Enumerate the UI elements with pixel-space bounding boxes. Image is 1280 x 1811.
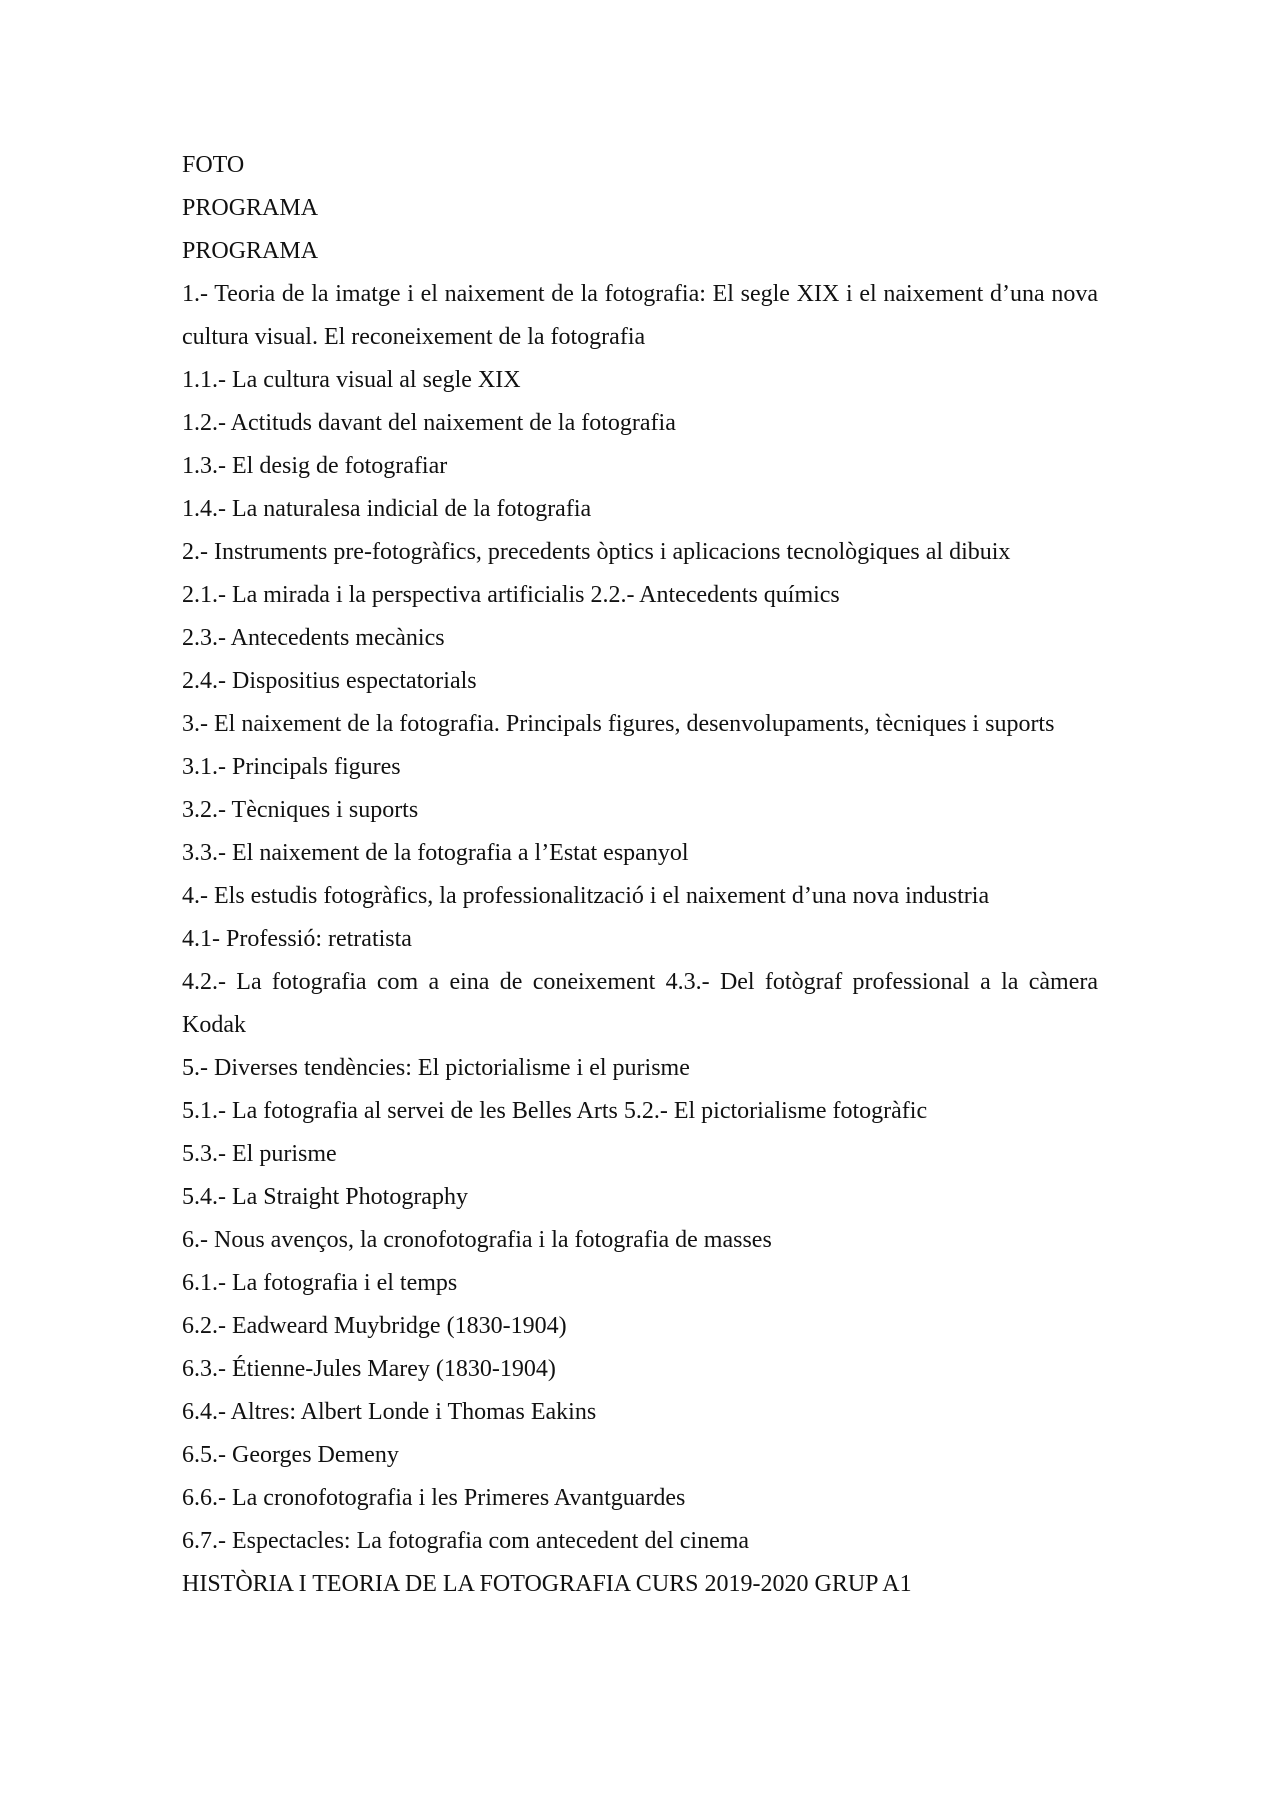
text-paragraph: 4.2.- La fotografia com a eina de coneixement 4.3.- Del fotògraf professional a la càmera Kodak [182, 969, 1098, 1038]
text-line: 6.1.- La fotografia i el temps [182, 1270, 458, 1296]
text-line: 2.3.- Antecedents mecànics [182, 625, 445, 651]
text-line: 1.1.- La cultura visual al segle XIX [182, 367, 521, 393]
text-line: 5.3.- El purisme [182, 1141, 337, 1167]
text-line: PROGRAMA [182, 195, 319, 221]
text-line: 2.4.- Dispositius espectatorials [182, 668, 477, 694]
text-line: 3.1.- Principals figures [182, 754, 401, 780]
text-line: 4.1- Professió: retratista [182, 926, 412, 952]
text-line: 6.7.- Espectacles: La fotografia com antecedent del cinema [182, 1528, 750, 1554]
text-line: 3.2.- Tècniques i suports [182, 797, 419, 823]
text-line: 6.- Nous avenços, la cronofotografia i la fotografia de masses [182, 1227, 772, 1253]
text-paragraph: 1.- Teoria de la imatge i el naixement de la fotografia: El segle XIX i el naixement d’una nova cultura visual. El reconeixement de la fotografia [182, 281, 1098, 350]
text-line: 2.1.- La mirada i la perspectiva artificialis 2.2.- Antecedents químics [182, 582, 840, 608]
text-line: 1.2.- Actituds davant del naixement de la fotografia [182, 410, 676, 436]
text-line: 6.3.- Étienne-Jules Marey (1830-1904) [182, 1356, 556, 1382]
document-page [182, 144, 1098, 1606]
text-line: 6.2.- Eadweard Muybridge (1830-1904) [182, 1313, 567, 1339]
text-line: 5.- Diverses tendències: El pictorialisme i el purisme [182, 1055, 690, 1081]
text-line: FOTO [182, 152, 245, 178]
text-line: 6.5.- Georges Demeny [182, 1442, 399, 1468]
text-line: HISTÒRIA I TEORIA DE LA FOTOGRAFIA CURS 2019-2020 GRUP A1 [182, 1571, 912, 1597]
text-line: 2.- Instruments pre-fotogràfics, precedents òptics i aplicacions tecnològiques al dibuix [182, 539, 1011, 565]
text-line: 3.3.- El naixement de la fotografia a l’Estat espanyol [182, 840, 689, 866]
text-line: 4.- Els estudis fotogràfics, la professionalització i el naixement d’una nova industria [182, 883, 990, 909]
text-line: 5.1.- La fotografia al servei de les Belles Arts 5.2.- El pictorialisme fotogràfic [182, 1098, 928, 1124]
text-line: PROGRAMA [182, 238, 319, 264]
text-line: 1.3.- El desig de fotografiar [182, 453, 448, 479]
text-line: 6.6.- La cronofotografia i les Primeres Avantguardes [182, 1485, 686, 1511]
text-line: 5.4.- La Straight Photography [182, 1184, 468, 1210]
text-line: 1.4.- La naturalesa indicial de la fotografia [182, 496, 592, 522]
text-paragraph: 3.- El naixement de la fotografia. Principals figures, desenvolupaments, tècniques i suports [182, 711, 1055, 737]
text-line: 6.4.- Altres: Albert Londe i Thomas Eakins [182, 1399, 597, 1425]
